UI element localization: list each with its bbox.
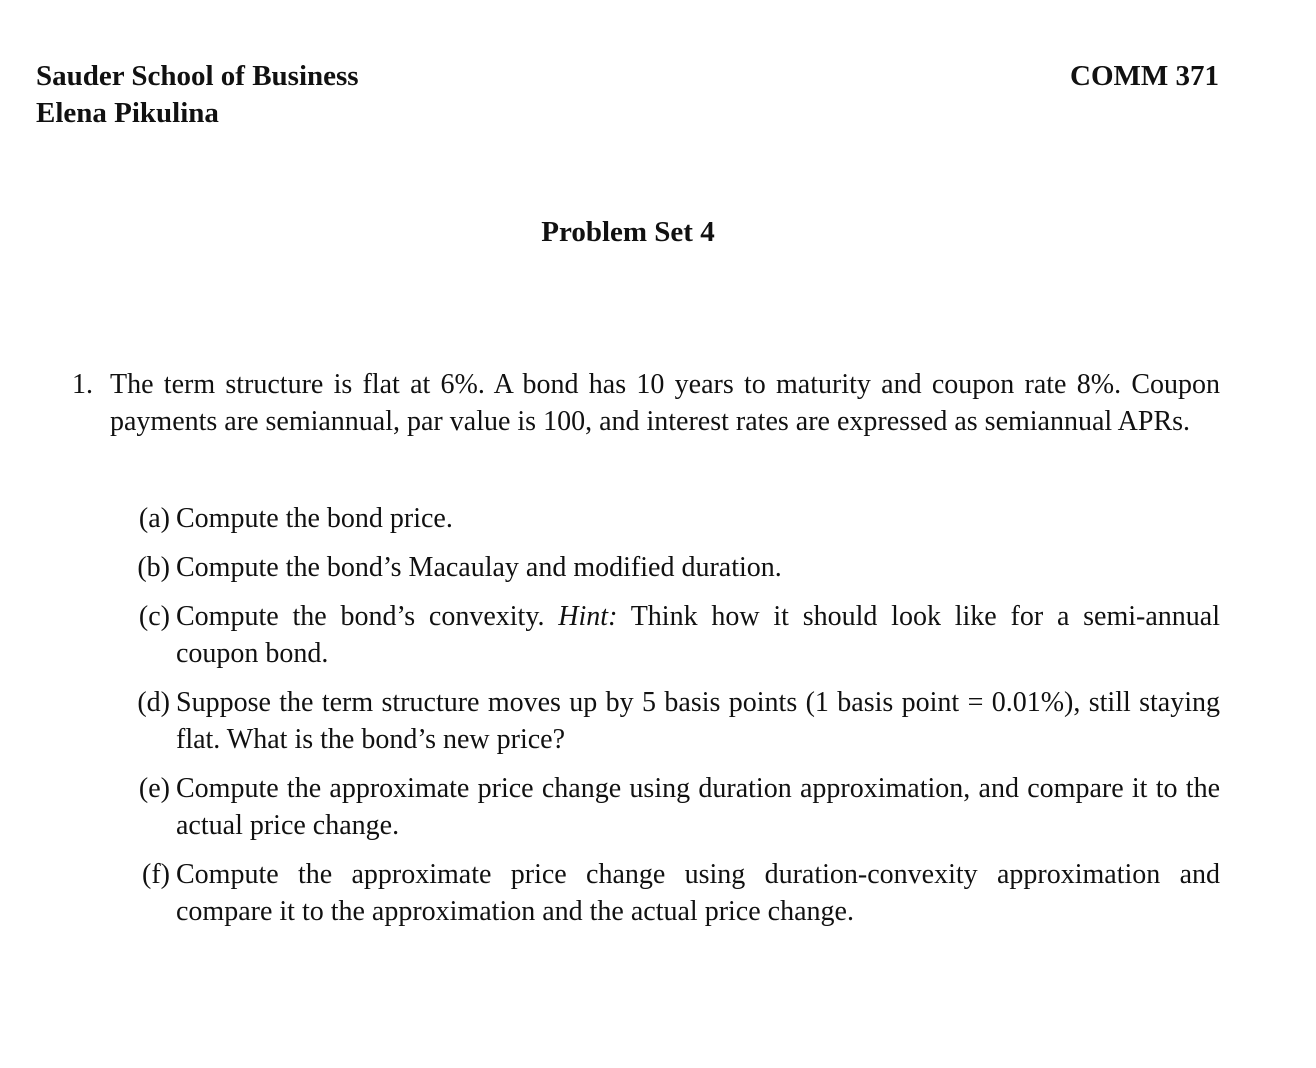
- subpart-b: [120, 549, 1220, 586]
- header-left: [36, 58, 359, 132]
- hint-label: Hint:: [558, 601, 618, 632]
- subpart-label: (b): [137, 552, 170, 583]
- subpart-e: [120, 770, 1220, 844]
- subpart-text-before: Compute the bond’s convexity.: [176, 601, 545, 632]
- subpart-text: Compute the approximate price change using duration-convexity approximation and compare it to the approximation and the actual price change.: [176, 859, 1220, 927]
- subpart-label: (e): [138, 773, 170, 804]
- subpart-label: (a): [138, 503, 170, 534]
- page-title: Problem Set 4: [541, 216, 715, 248]
- subpart-c: [120, 598, 1220, 672]
- course-code: COMM 371: [1070, 60, 1219, 92]
- subpart-text: Suppose the term structure moves up by 5 basis points (1 basis point = 0.01%), still staying flat. What is the bond’s new price?: [176, 687, 1220, 755]
- subpart-a: [120, 500, 1220, 537]
- institution-name: Sauder School of Business: [36, 60, 359, 92]
- subpart-label: (c): [138, 601, 170, 632]
- subparts-list: [120, 500, 1220, 942]
- subpart-label: (f): [142, 859, 170, 890]
- subpart-text: [176, 598, 1220, 672]
- subpart-text: Compute the approximate price change using duration approximation, and compare it to the actual price change.: [176, 773, 1220, 841]
- subpart-text: Compute the bond’s Macaulay and modified duration.: [176, 552, 782, 583]
- problem-number: 1.: [72, 369, 93, 400]
- problem-1: [72, 366, 1220, 440]
- instructor-name: Elena Pikulina: [36, 97, 219, 129]
- subpart-d: [120, 684, 1220, 758]
- problem-text: The term structure is flat at 6%. A bond has 10 years to maturity and coupon rate 8%. Coupon payments are semiannual, par value is 100, and interest rates are expressed as semiannual APRs.: [110, 369, 1220, 437]
- subpart-text-after: Think how it should look like for a semi-annual coupon bond.: [176, 601, 1220, 669]
- subpart-label: (d): [137, 687, 170, 718]
- subpart-f: [120, 856, 1220, 930]
- subpart-text: Compute the bond price.: [176, 503, 453, 534]
